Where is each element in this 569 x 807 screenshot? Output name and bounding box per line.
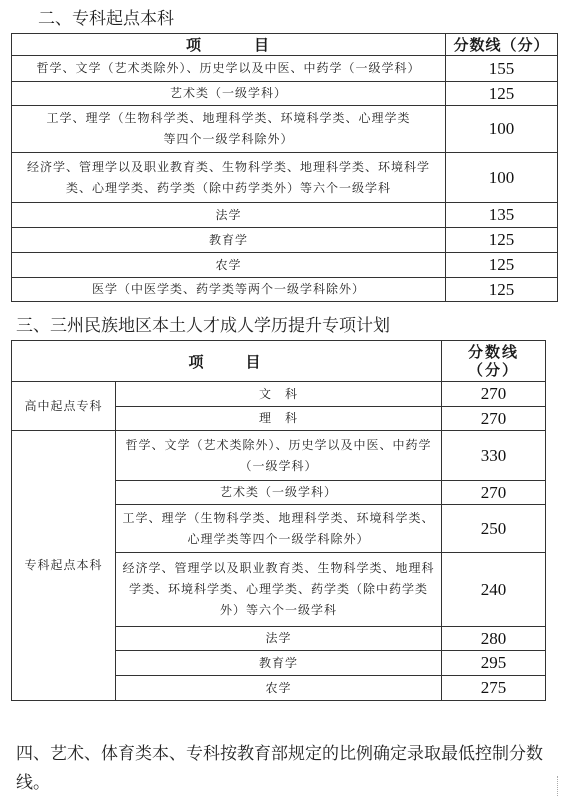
table-row-score: 240 (442, 553, 546, 627)
table-row-score: 155 (446, 56, 558, 82)
table-row-item: 工学、理学（生物科学类、地理科学类、环境科学类、心理学类等四个一级学科除外） (12, 106, 446, 153)
table-row-item: 医学（中医学类、药学类等两个一级学科除外） (12, 278, 446, 302)
table-row-item: 工学、理学（生物科学类、地理科学类、环境科学类、心理学类等四个一级学科除外） (116, 505, 442, 553)
table-row-item: 文 科 (116, 382, 442, 407)
col-header-score: 分数线（分） (446, 34, 558, 56)
table-row-item: 经济学、管理学以及职业教育类、生物科学类、地理科学类、环境科学类、心理学类、药学类（除中药学类外）等六个一级学科 (116, 553, 442, 627)
group-label-high-school: 高中起点专科 (12, 382, 116, 431)
table-row-score: 330 (442, 431, 546, 481)
section4-paragraph: 四、艺术、体育类本、专科按教育部规定的比例确定录取最低控制分数线。 (16, 744, 543, 793)
scroll-indicator (557, 776, 561, 796)
table-row-item: 教育学 (12, 228, 446, 253)
table-row-score: 270 (442, 407, 546, 431)
table-row-score: 135 (446, 203, 558, 228)
section3-heading: 三、三州民族地区本土人才成人学历提升专项计划 (16, 316, 390, 336)
table-row-item: 理 科 (116, 407, 442, 431)
table-row-score: 275 (442, 676, 546, 701)
section2-table (11, 33, 558, 302)
table-row-item: 艺术类（一级学科） (116, 481, 442, 505)
col-header-score-line2: （分） (468, 361, 520, 379)
section3-table (11, 340, 546, 701)
table-row-score: 270 (442, 481, 546, 505)
table-row-score: 125 (446, 82, 558, 106)
table-row-item: 艺术类（一级学科） (12, 82, 446, 106)
table-row-score: 125 (446, 253, 558, 278)
col-header-score-line1: 分数线 (468, 343, 520, 361)
section2-heading: 二、专科起点本科 (38, 9, 174, 29)
col-header-item: 项 目 (12, 341, 442, 382)
table-row-item: 哲学、文学（艺术类除外）、历史学以及中医、中药学（一级学科） (116, 431, 442, 481)
table-row-item: 教育学 (116, 651, 442, 676)
table-row-item: 农学 (116, 676, 442, 701)
col-header-score (442, 341, 546, 382)
table-row-item: 法学 (116, 627, 442, 651)
group-label-college: 专科起点本科 (12, 431, 116, 701)
table-row-score: 295 (442, 651, 546, 676)
col-header-item: 项 目 (12, 34, 446, 56)
table-row-item: 经济学、管理学以及职业教育类、生物科学类、地理科学类、环境科学类、心理学类、药学类（除中药学类外）等六个一级学科 (12, 153, 446, 203)
table-row-item: 哲学、文学（艺术类除外）、历史学以及中医、中药学（一级学科） (12, 56, 446, 82)
table-row-score: 125 (446, 278, 558, 302)
table-row-item: 法学 (12, 203, 446, 228)
table-row-score: 100 (446, 153, 558, 203)
table-row-score: 125 (446, 228, 558, 253)
table-row-score: 250 (442, 505, 546, 553)
table-row-score: 100 (446, 106, 558, 153)
table-row-score: 270 (442, 382, 546, 407)
table-row-item: 农学 (12, 253, 446, 278)
table-row-score: 280 (442, 627, 546, 651)
